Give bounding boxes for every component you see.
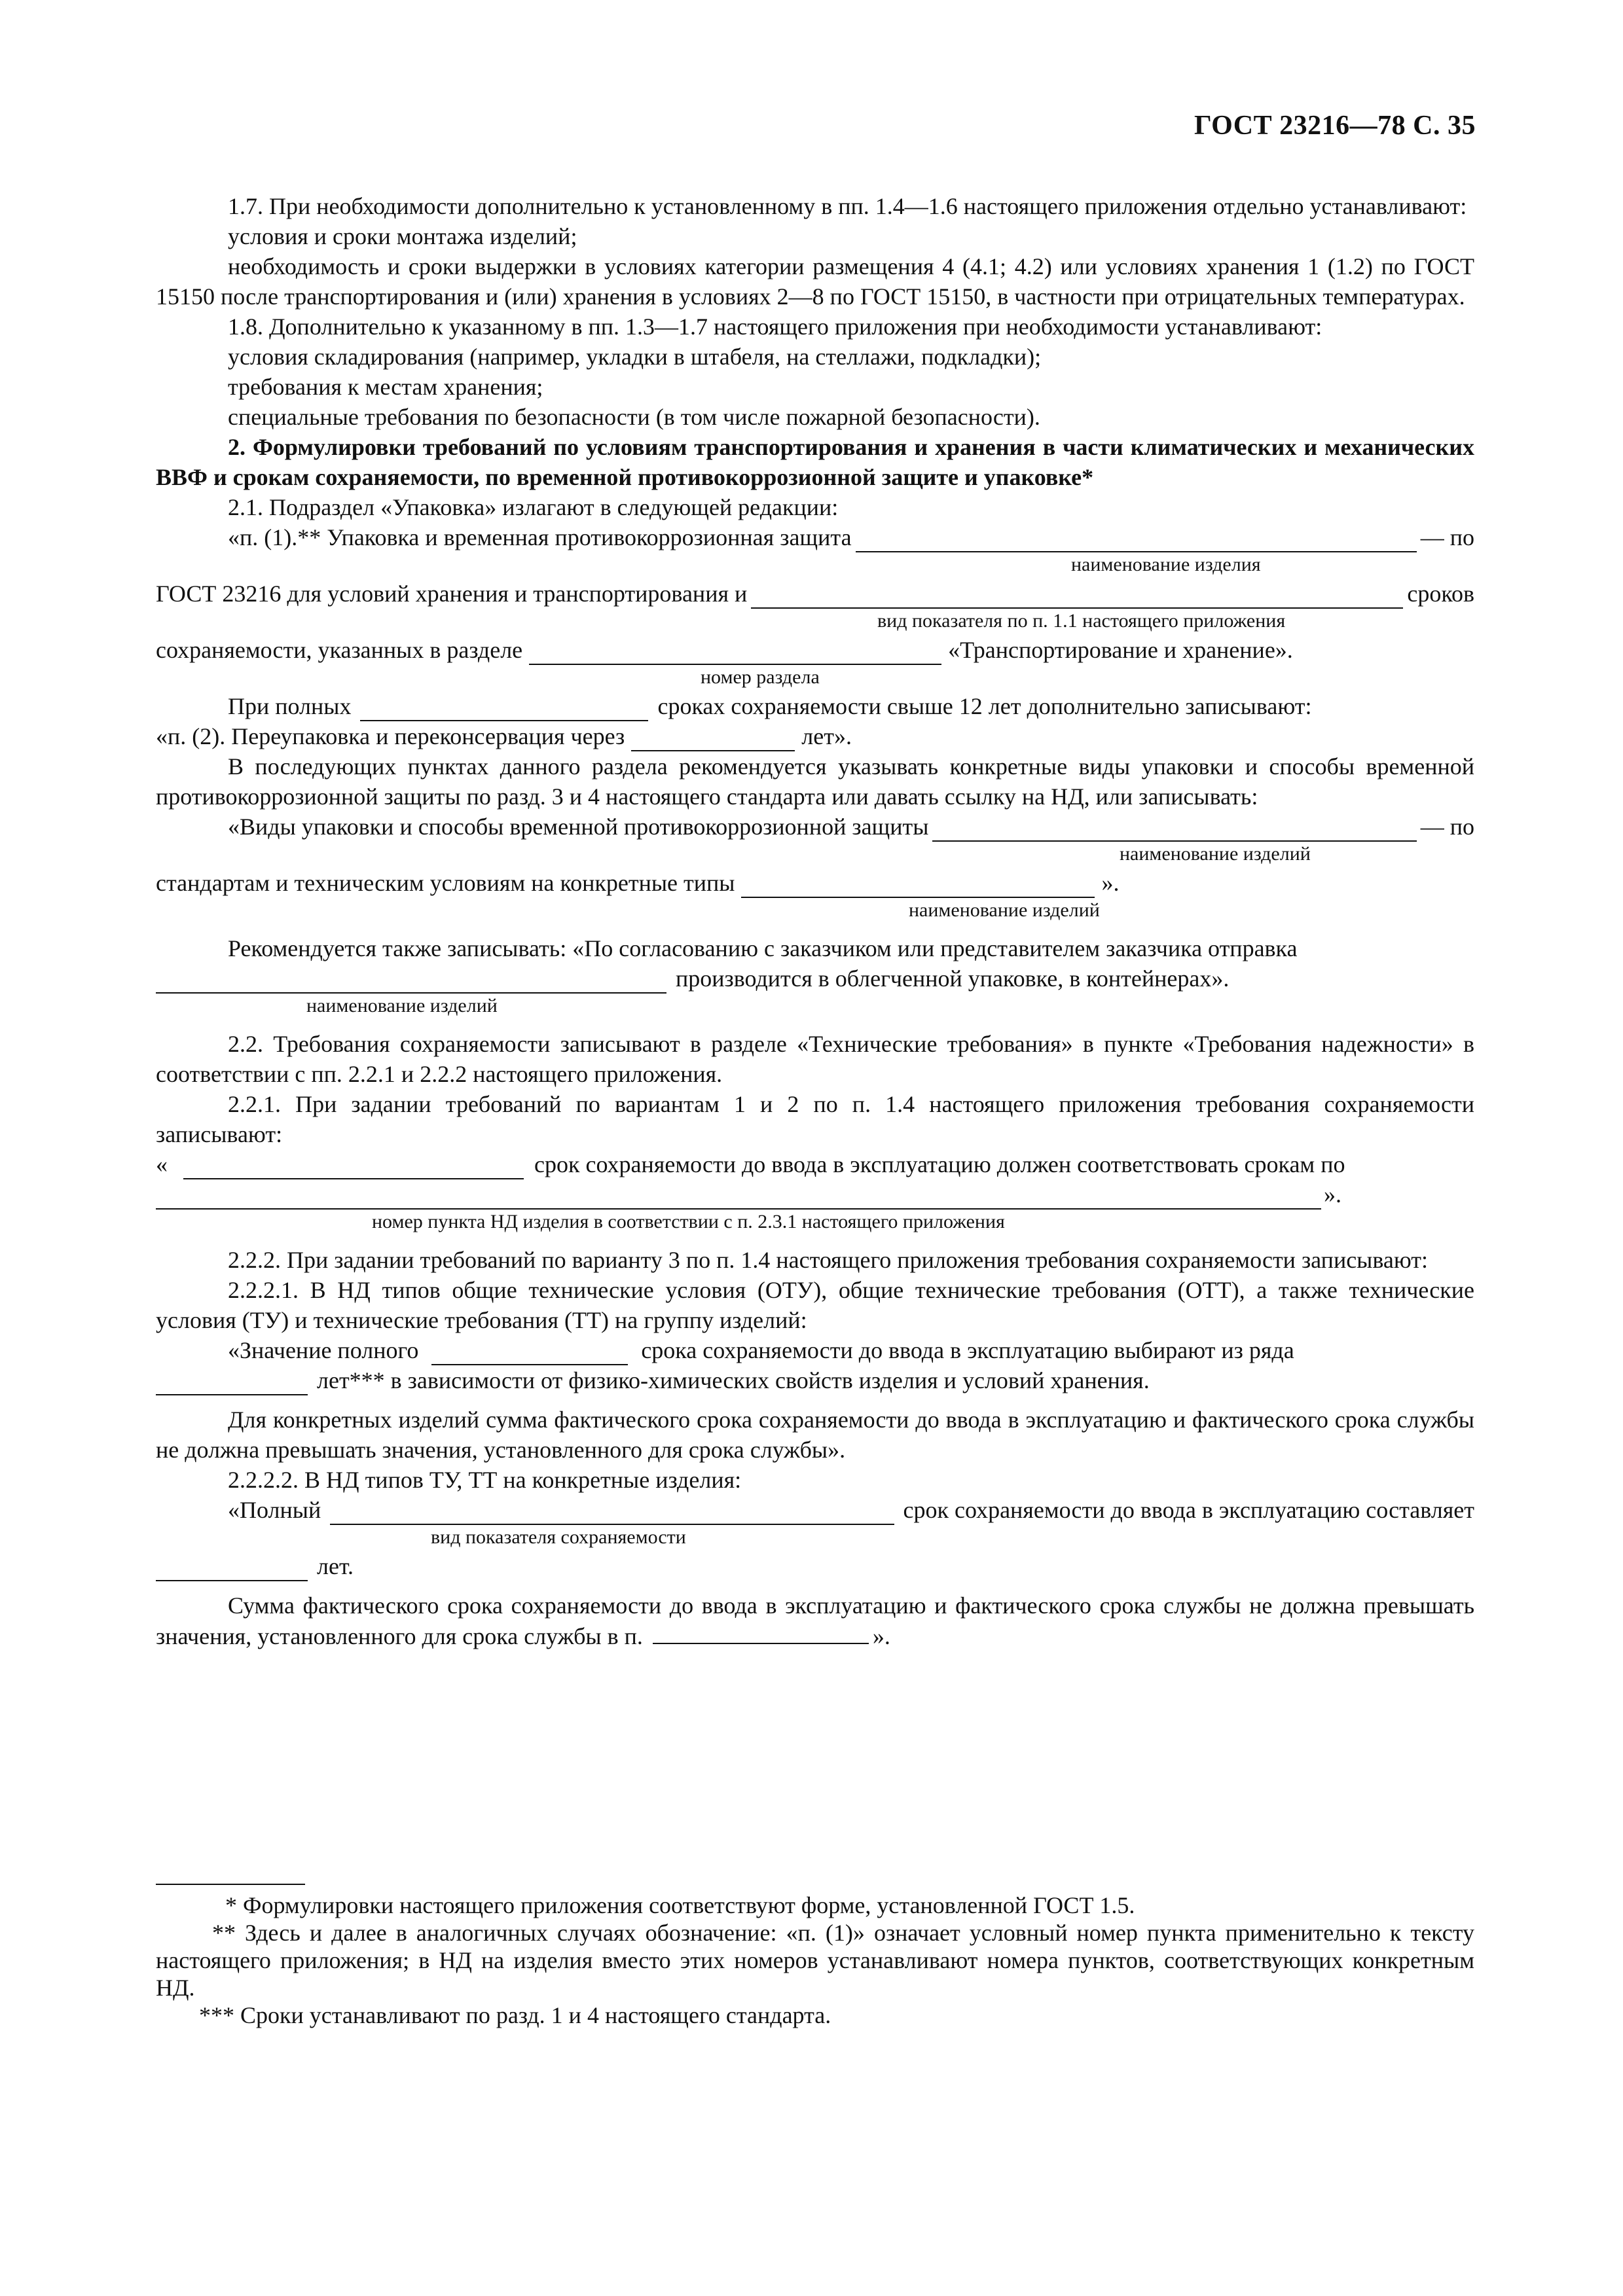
paragraph: Для конкретных изделий сумма фактического срока сохраняемости до ввода в эксплуатацию и фактического срока службы не должна превышать значения, установленного для срока службы». — [156, 1407, 1474, 1463]
paragraph-1-8: 1.8. Дополнительно к указанному в пп. 1.3—1.7 настоящего приложения при необходимости устанавливают: — [228, 314, 1322, 340]
blank-caption: номер пункта НД изделия в соответствии с п. 2.3.1 настоящего приложения — [372, 1211, 1005, 1232]
fill-blank — [529, 641, 941, 665]
paragraph-2-2: 2.2. Требования сохраняемости записывают в разделе «Технические требования» в пункте «Требования надежности» в соответствии с пп. 2.2.1 и 2.2.2 настоящего приложения. — [156, 1031, 1474, 1087]
list-item: требования к местам хранения; — [228, 374, 543, 400]
paragraph-2-2-2: 2.2.2. При задании требований по варианту 3 по п. 1.4 настоящего приложения требования сохраняемости записывают: — [228, 1247, 1429, 1273]
page-header: ГОСТ 23216—78 С. 35 — [1194, 111, 1476, 141]
fill-blank — [631, 728, 795, 751]
list-item: специальные требования по безопасности (в том числе пожарной безопасности). — [228, 404, 1040, 430]
fill-blank — [932, 818, 1416, 842]
form-line: « срок сохраняемости до ввода в эксплуатацию должен соответствовать срокам по — [156, 1149, 1474, 1179]
paragraph: Сумма фактического срока сохраняемости до ввода в эксплуатацию и фактического срока службы не должна превышать значения, установленного для срока службы в п. ». — [156, 1592, 1474, 1649]
form-line: стандартам и техническим условиям на конкретные типы ». — [156, 868, 1474, 898]
list-item: условия и сроки монтажа изделий; — [228, 223, 577, 249]
form-line: «п. (1).** Упаковка и временная противокоррозионная защита — по — [156, 522, 1474, 552]
blank-caption: наименование изделий — [1120, 843, 1311, 865]
paragraph-2-2-1: 2.2.1. При задании требований по вариантам 1 и 2 по п. 1.4 настоящего приложения требования сохраняемости записывают: — [156, 1091, 1474, 1147]
form-line: лет. — [156, 1551, 1474, 1581]
list-item: необходимость и сроки выдержки в условиях категории размещения 4 (4.1; 4.2) или условиях хранения 1 (1.2) по ГОСТ 15150 после транспортирования и (или) хранения в условиях 2—8 по ГОСТ 15150, в частности при отрицательных температурах. — [156, 253, 1474, 310]
section-2-title: 2. Формулировки требований по условиям транспортирования и хранения в части климатических и механических ВВФ и срокам сохраняемости, по временной противокоррозионной защите и упаковке* — [156, 434, 1474, 490]
blank-caption: вид показателя по п. 1.1 настоящего приложения — [877, 610, 1286, 632]
blank-caption: наименование изделия — [1071, 554, 1261, 575]
footnote: *** Сроки устанавливают по разд. 1 и 4 настоящего стандарта. — [199, 2002, 831, 2028]
footnote-divider — [156, 1884, 305, 1885]
paragraph-2-2-2-2: 2.2.2.2. В НД типов ТУ, ТТ на конкретные изделия: — [228, 1467, 742, 1493]
blank-caption: номер раздела — [701, 666, 820, 688]
form-line: ». — [156, 1179, 1474, 1210]
paragraph-2-1: 2.1. Подраздел «Упаковка» излагают в следующей редакции: — [228, 494, 839, 520]
blank-caption: наименование изделий — [909, 899, 1100, 921]
form-line: ГОСТ 23216 для условий хранения и транспортирования и сроков — [156, 579, 1474, 609]
footnotes — [156, 1892, 1474, 2029]
blank-caption: вид показателя сохраняемости — [431, 1526, 686, 1548]
form-line: производится в облегченной упаковке, в контейнерах». — [156, 963, 1474, 994]
fill-blank — [856, 529, 1417, 552]
form-line: лет*** в зависимости от физико-химических свойств изделия и условий хранения. — [156, 1365, 1474, 1395]
blank-caption: наименование изделий — [306, 995, 498, 1016]
fill-blank — [653, 1621, 869, 1644]
fill-blank — [156, 1558, 308, 1581]
fill-blank — [156, 970, 666, 994]
paragraph-2-2-2-1: 2.2.2.1. В НД типов общие технические условия (ОТУ), общие технические требования (ОТТ), а также технические условия (ТУ) и технические требования (ТТ) на группу изделий: — [156, 1277, 1474, 1333]
fill-blank — [156, 1186, 1321, 1210]
list-item: условия складирования (например, укладки в штабеля, на стеллажи, подкладки); — [228, 344, 1042, 370]
footnote: ** Здесь и далее в аналогичных случаях обозначение: «п. (1)» означает условный номер пункта применительно к тексту настоящего приложения; в НД на изделия вместо этих номеров устанавливают номера пунктов, соответствующих конкретным НД. — [156, 1920, 1474, 2001]
footnote: * Формулировки настоящего приложения соответствуют форме, установленной ГОСТ 1.5. — [225, 1892, 1135, 1918]
paragraph: Рекомендуется также записывать: «По согласованию с заказчиком или представителем заказчика отправка — [228, 935, 1298, 961]
form-line: «Виды упаковки и способы временной противокоррозионной защиты — по — [156, 812, 1474, 842]
fill-blank — [330, 1501, 894, 1525]
form-line: При полных сроках сохраняемости свыше 12 лет дополнительно записывают: — [156, 691, 1474, 721]
fill-blank — [741, 874, 1095, 898]
fill-blank — [360, 698, 648, 721]
form-line: сохраняемости, указанных в разделе «Транспортирование и хранение». — [156, 635, 1474, 665]
fill-blank — [751, 585, 1403, 609]
document-body — [156, 191, 1474, 1651]
paragraph: В последующих пунктах данного раздела рекомендуется указывать конкретные виды упаковки и способы временной противокоррозионной защиты по разд. 3 и 4 настоящего стандарта или давать ссылку на НД, или записывать: — [156, 753, 1474, 810]
fill-blank — [431, 1342, 628, 1365]
fill-blank — [183, 1156, 524, 1179]
form-line: «Значение полного срока сохраняемости до ввода в эксплуатацию выбирают из ряда — [156, 1335, 1474, 1365]
form-line: «п. (2). Переупаковка и переконсервация через лет». — [156, 721, 1474, 751]
fill-blank — [156, 1372, 308, 1395]
paragraph-1-7: 1.7. При необходимости дополнительно к установленному в пп. 1.4—1.6 настоящего приложения отдельно устанавливают: — [228, 193, 1467, 219]
form-line: «Полный срок сохраняемости до ввода в эксплуатацию составляет — [156, 1495, 1474, 1525]
